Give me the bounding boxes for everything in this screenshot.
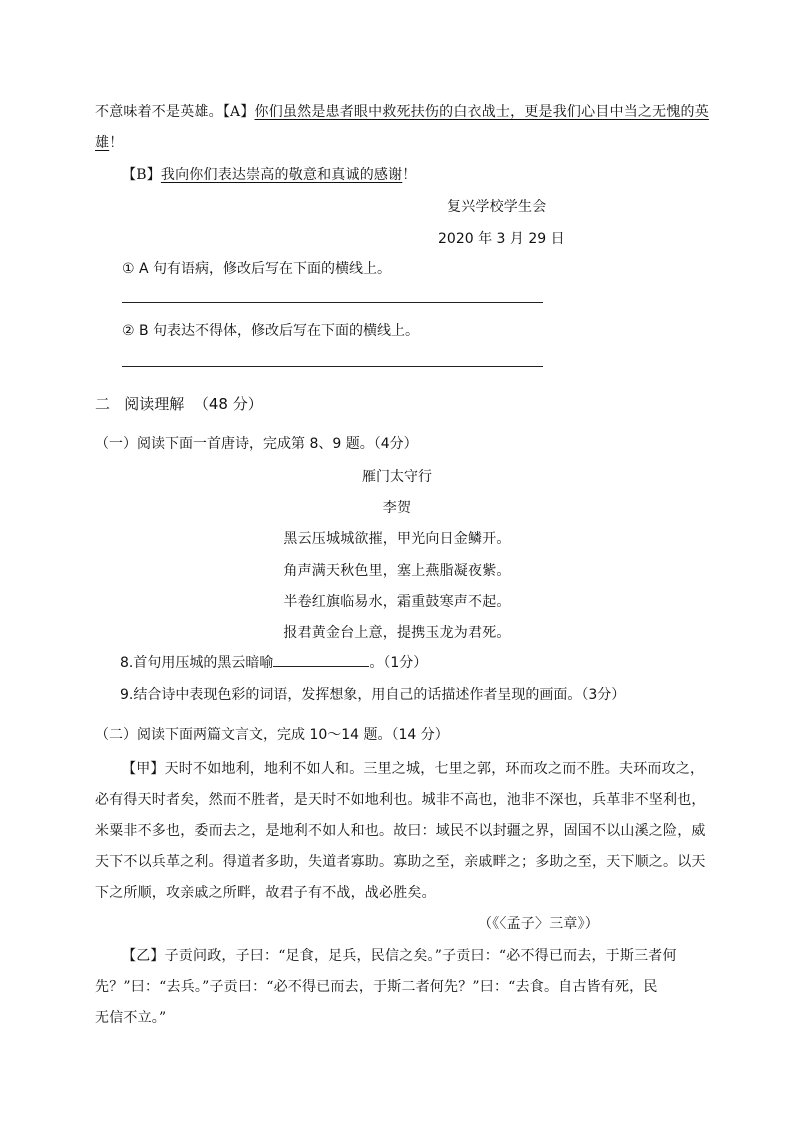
passage-yi-line: 先？”曰：“去兵。”子贡曰：“必不得已而去，于斯二者何先？”曰：“去食。自古皆有死，民 — [95, 979, 658, 995]
sentence-b-underlined: 我向你们表达崇高的敬意和真诚的感谢 — [160, 167, 403, 183]
answer-line-2[interactable] — [122, 366, 543, 367]
passage-yi-line: 无信不立。” — [95, 1010, 167, 1026]
letter-text: ！ — [402, 167, 417, 183]
classical-section-intro: （二）阅读下面两篇文言文，完成 10～14 题。（14 分） — [95, 727, 449, 743]
letter-text: 不意味着不是英雄。 — [95, 104, 223, 120]
letter-line-2 — [95, 132, 123, 152]
sentence-tag-b: 【B】 — [122, 167, 161, 183]
letter-text: ！ — [109, 135, 124, 151]
passage-jia-line: 下之所顺，攻亲戚之所畔，故君子有不战，战必胜矣。 — [95, 885, 436, 901]
poem-title: 雁门太守行 — [362, 469, 432, 485]
passage-jia-line: 米粟非不多也，委而去之，是地利不如人和也。故曰：域民不以封疆之界，固国不以山溪之险，威 — [95, 823, 706, 839]
sentence-a-underlined-cont: 雄 — [95, 135, 110, 151]
poem-section-intro: （一）阅读下面一首唐诗，完成第 8、9 题。（4分） — [95, 436, 418, 452]
question-8-blank[interactable] — [273, 652, 369, 667]
poem-line: 黑云压城城欲摧，甲光向日金鳞开。 — [283, 531, 511, 547]
section-heading: 二 阅读理解 （48 分） — [95, 395, 263, 413]
letter-line-1 — [95, 101, 709, 121]
poem-author: 李贺 — [382, 500, 412, 516]
question-8 — [120, 652, 427, 672]
sentence-tag-a: 【A】 — [222, 104, 255, 120]
question-8-text: 8.首句用压城的黑云暗喻 — [120, 655, 274, 671]
poem-line: 半卷红旗临易水，霜重鼓寒声不起。 — [283, 594, 511, 610]
poem-line: 报君黄金台上意，提携玉龙为君死。 — [283, 625, 511, 641]
passage-jia-line: 必有得天时者矣，然而不胜者，是天时不如地利也。城非不高也，池非不深也，兵革非不坚利也， — [95, 792, 706, 808]
answer-line-1[interactable] — [122, 302, 543, 303]
passage-jia-line: 天下不以兵革之利。得道者多助，失道者寡助。寡助之至，亲戚畔之；多助之至，天下顺之。以天 — [95, 854, 706, 870]
question-2: ② B 句表达不得体，修改后写在下面的横线上。 — [122, 323, 420, 339]
letter-line-3 — [122, 164, 417, 184]
passage-jia-source: （《〈孟子〉三章》） — [478, 916, 599, 932]
passage-yi-line: 【乙】子贡问政，子曰：“足食，足兵，民信之矣。”子贡曰：“必不得已而去，于斯三者何 — [122, 948, 677, 964]
letter-date: 2020 年 3 月 29 日 — [438, 231, 565, 247]
question-1: ① A 句有语病，修改后写在下面的横线上。 — [122, 261, 392, 277]
question-9: 9.结合诗中表现色彩的词语，发挥想象，用自己的话描述作者呈现的画面。（3分） — [120, 687, 626, 703]
letter-signature: 复兴学校学生会 — [447, 199, 547, 215]
sentence-a-underlined: 你们虽然是患者眼中救死扶伤的白衣战士，更是我们心目中当之无愧的英 — [254, 104, 709, 120]
poem-line: 角声满天秋色里，塞上燕脂凝夜紫。 — [283, 563, 511, 579]
question-8-score: 。（1分） — [369, 655, 428, 671]
passage-jia-line: 【甲】天时不如地利，地利不如人和。三里之城，七里之郭，环而攻之而不胜。夫环而攻之， — [122, 761, 705, 777]
